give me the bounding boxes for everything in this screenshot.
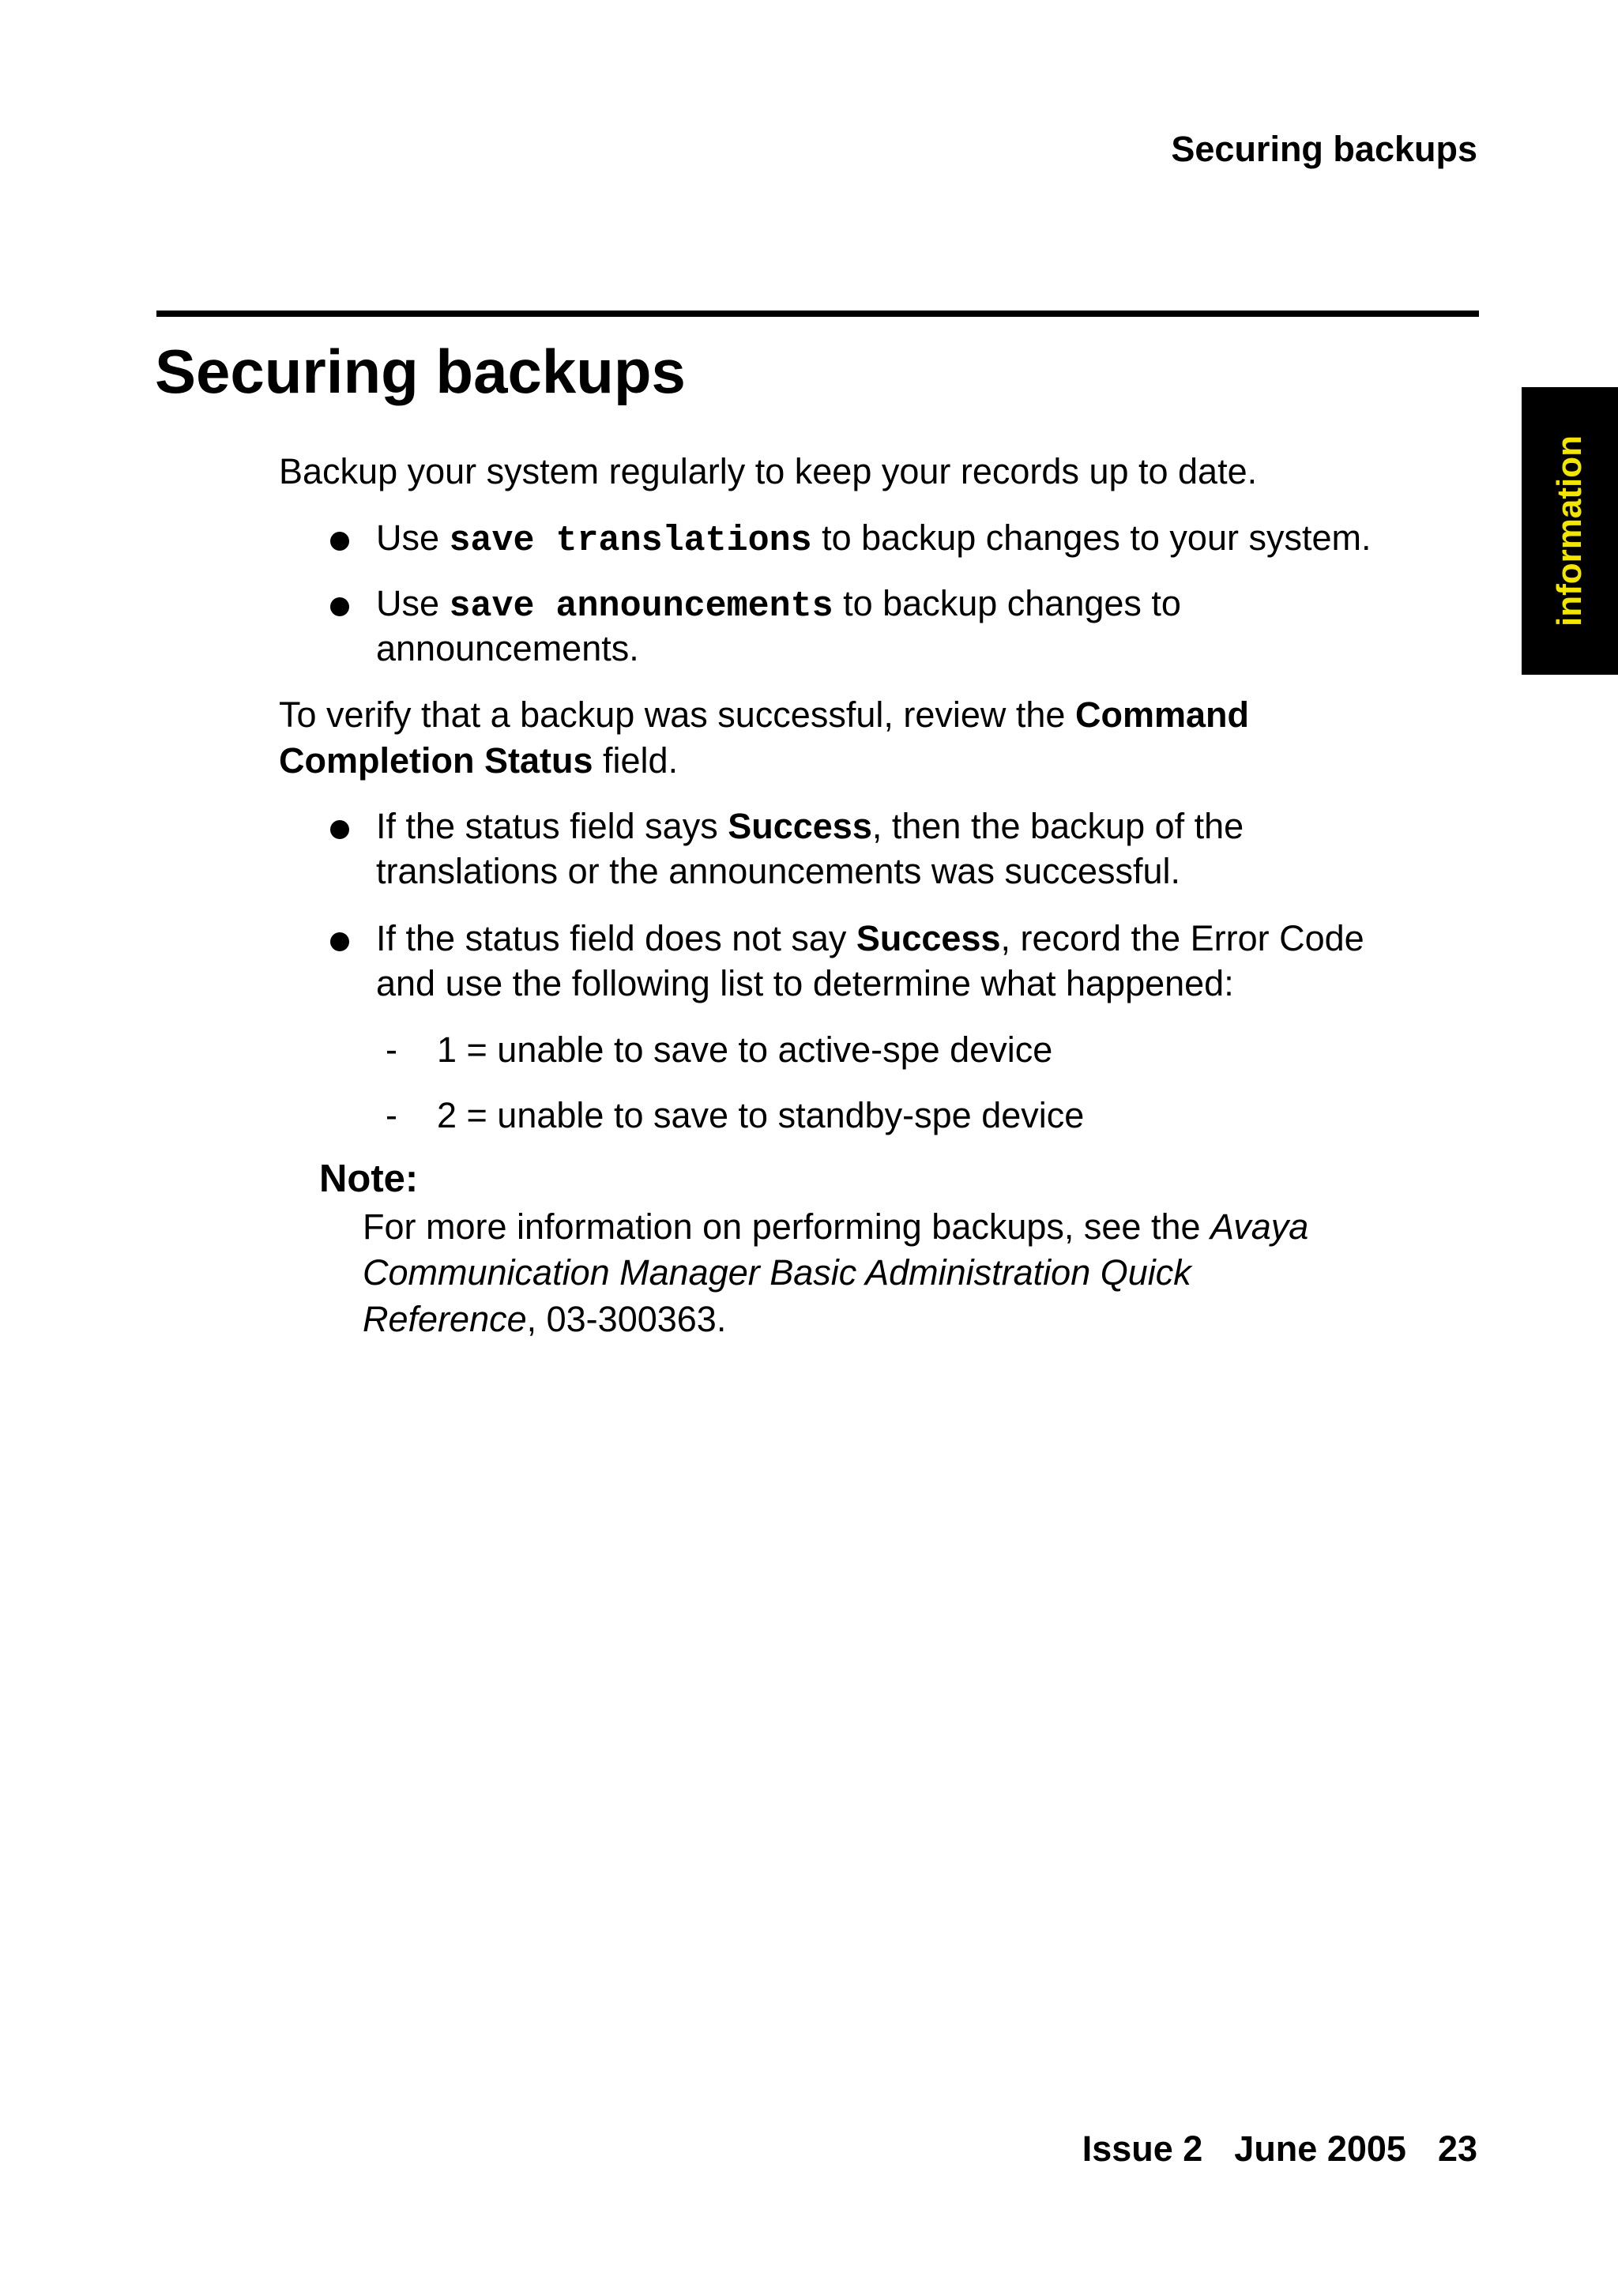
status-success-label: Success [728,806,872,846]
list-item-continuation: and use the following list to determine what happened: [376,963,1234,1003]
note-line [363,1250,1191,1296]
note-line [363,1297,726,1342]
field-name: Completion Status [279,740,593,781]
field-name: Command [1074,694,1249,735]
note-heading: Note: [319,1157,419,1200]
error-code-item: 2 = unable to save to standby-spe device [437,1095,1085,1135]
bullet-suffix: to backup changes to your system. [811,518,1372,558]
footer-issue: Issue 2 [1082,2129,1203,2169]
error-code-item: 1 = unable to save to active-spe device [437,1029,1053,1070]
list-item-continuation: translations or the announcements was successful. [376,851,1181,891]
page-title: Securing backups [155,337,686,406]
reference-title: Communication Manager Basic Administration Quick [363,1252,1191,1293]
bullet-text: If the status field does not say [376,918,856,958]
list-item-status-failure [376,916,1364,962]
command-save-announcements: save announcements [449,586,833,627]
title-rule [156,311,1479,317]
reference-title: Reference [363,1299,527,1339]
bullet-icon [330,932,349,951]
list-item-continuation: announcements. [376,628,639,668]
note-line [363,1204,1308,1250]
bullet-icon [330,532,349,551]
bullet-text: If the status field says [376,806,728,846]
bullet-prefix: Use [376,583,450,623]
running-header: Securing backups [1171,129,1477,169]
list-item-status-success [376,804,1244,849]
verify-paragraph-line1 [279,692,1249,738]
list-item-save-translations [376,515,1371,564]
bullet-icon [330,820,349,839]
page-number: 23 [1437,2129,1477,2169]
dash-marker: - [386,1029,397,1070]
dash-marker: - [386,1095,397,1135]
bullet-suffix: to backup changes to [833,583,1181,623]
footer-date: June 2005 [1234,2129,1406,2169]
side-tab [1522,387,1618,675]
command-save-translations: save translations [449,521,812,561]
note-text: For more information on performing backups, see the [363,1206,1211,1247]
reference-title: Avaya [1210,1206,1309,1247]
bullet-text: , then the backup of the [871,806,1244,846]
intro-paragraph: Backup your system regularly to keep your records up to date. [279,451,1258,491]
verify-paragraph-line2 [279,738,678,784]
verify-text: To verify that a backup was successful, review the [279,694,1075,735]
note-text: , 03-300363. [526,1299,727,1339]
list-item-save-announcements [376,581,1181,630]
bullet-prefix: Use [376,518,450,558]
page-footer [1082,2129,1477,2169]
side-tab-label: information [1550,435,1589,627]
bullet-icon [330,597,349,616]
status-success-label: Success [856,918,1001,958]
verify-text: field. [593,740,679,781]
bullet-text: , record the Error Code [1000,918,1364,958]
